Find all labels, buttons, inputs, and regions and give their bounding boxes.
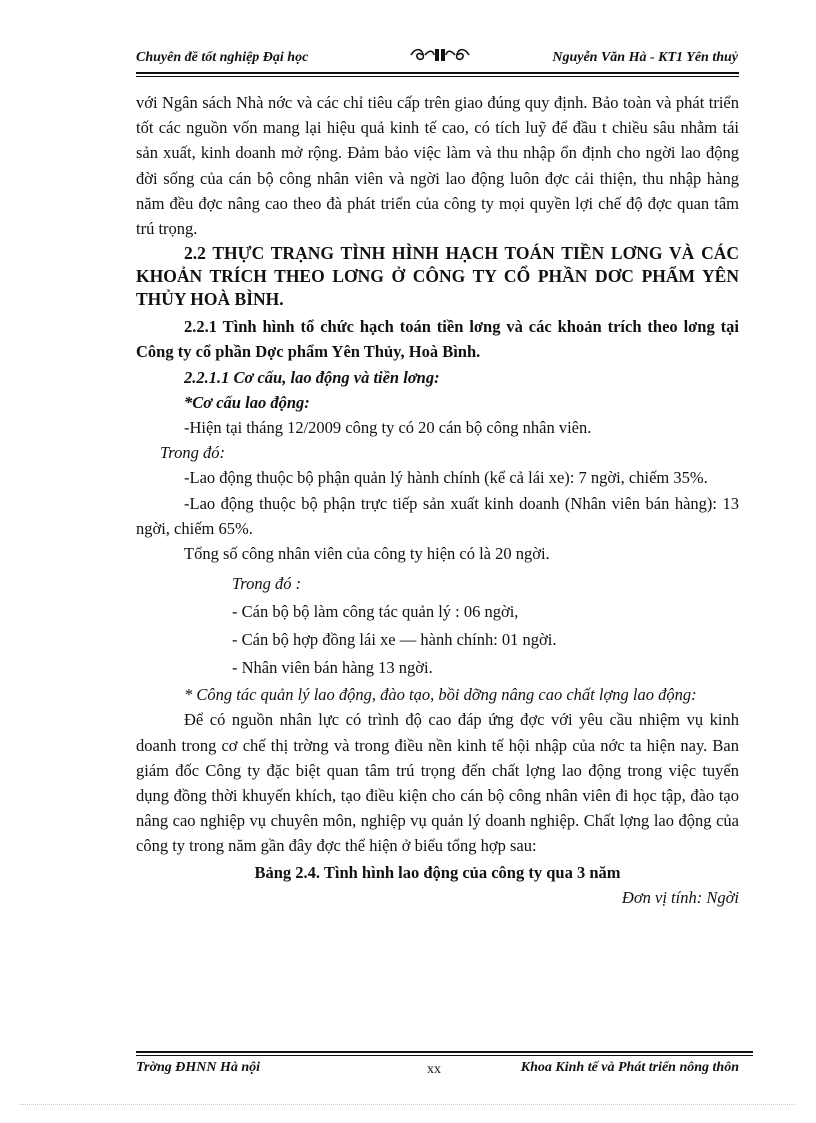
- section-heading: 2.2 THỰC TRẠNG TÌNH HÌNH HẠCH TOÁN TIỀN LƠNG VÀ CÁC KHOẢN TRÍCH THEO LƠNG Ở CÔNG TY CỔ PHẦN DƠC PHẨM YÊN THỦY HOÀ BÌNH.: [136, 243, 739, 310]
- header-rule: [136, 72, 739, 74]
- list-item: - Nhân viên bán hàng 13 ngời.: [232, 658, 433, 678]
- header-ornament-icon: [409, 46, 471, 69]
- paragraph: -Lao động thuộc bộ phận trực tiếp sản xuất kinh doanh (Nhân viên bán hàng): 13 ngời, chiếm 65%.: [136, 493, 739, 538]
- header-right-text: Nguyễn Văn Hà - KT1 Yên thuỷ: [552, 50, 738, 65]
- trong-do-label: Trong đó:: [160, 443, 225, 463]
- table-title: Bảng 2.4. Tình hình lao động của công ty qua 3 năm: [254, 862, 621, 882]
- trong-do-label: Trong đó :: [232, 574, 302, 594]
- page-header: [136, 46, 738, 70]
- header-rule-thin: [136, 76, 739, 77]
- unit-label: Đơn vị tính: Ngời: [621, 887, 739, 907]
- paragraph: Tổng số công nhân viên của công ty hiện có là 20 ngời.: [184, 544, 550, 564]
- page-edge-divider: [20, 1104, 796, 1105]
- paragraph: -Lao động thuộc bộ phận quản lý hành chính (kể cả lái xe): 7 ngời, chiếm 35%.: [184, 468, 708, 488]
- header-left-text: Chuyên đề tốt nghiệp Đại học: [136, 50, 309, 65]
- list-item: - Cán bộ bộ làm công tác quản lý : 06 ngời,: [232, 602, 519, 622]
- footer-rule-thin: [136, 1055, 753, 1056]
- paragraph: -Hiện tại tháng 12/2009 công ty có 20 cán bộ công nhân viên.: [184, 418, 592, 438]
- page-footer: [136, 1060, 739, 1080]
- labor-management-heading: * Công tác quản lý lao động, đào tạo, bồi dỡng nâng cao chất lợng lao động:: [184, 685, 697, 705]
- footer-right-text: Khoa Kinh tế và Phát triển nông thôn: [520, 1060, 739, 1075]
- page-number: xx: [427, 1062, 441, 1077]
- footer-left-text: Trờng ĐHNN Hà nội: [136, 1060, 261, 1075]
- paragraph: với Ngân sách Nhà nớc và các chỉ tiêu cấp trên giao đúng quy định. Bảo toàn và phát triển tốt các nguồn vốn mang lại hiệu quả kinh tế cao, có tích luỹ để đầu t chiều sâu nhằm tái sản xuất, kinh doanh mở rộng. Đảm bảo việc làm và thu nhập ổn định cho ngời lao động đời sống của cán bộ công nhân viên và ngời lao động luôn đợc cải thiện, thu nhập hàng năm đều đợc nâng cao theo đà phát triển của công ty mọi quyền lợi chế độ đợc quan tâm trú trọng.: [136, 93, 739, 239]
- footer-rule: [136, 1051, 753, 1053]
- paragraph: Để có nguồn nhân lực có trình độ cao đáp ứng đợc với yêu cầu nhiệm vụ kinh doanh trong cơ chế thị trờng và trong điều nền kinh tế hội nhập của nớc ta hiện nay. Ban giám đốc Công ty đặc biệt quan tâm trú trọng đến chất lợng lao động trong việc tuyển dụng đồng thời khuyến khích, tạo điều kiện cho cán bộ công nhân viên đi học tập, đào tạo nâng cao nghiệp vụ chuyên môn, nghiệp vụ quản lý doanh nghiệp. Chất lợng lao động của công ty trong năm gần đây đợc thể hiện ở biểu tổng hợp sau:: [136, 710, 739, 856]
- subsubsection-heading: 2.2.1.1 Cơ cấu, lao động và tiền lơng:: [184, 367, 440, 387]
- list-item: - Cán bộ hợp đồng lái xe — hành chính: 01 ngời.: [232, 630, 557, 650]
- labor-structure-heading: *Cơ cấu lao động:: [184, 392, 310, 412]
- page-body: [136, 90, 739, 910]
- subsection-heading: 2.2.1 Tình hình tổ chức hạch toán tiền lơng và các khoản trích theo lơng tại Công ty cổ phần Dợc phẩm Yên Thủy, Hoà Bình.: [136, 317, 739, 362]
